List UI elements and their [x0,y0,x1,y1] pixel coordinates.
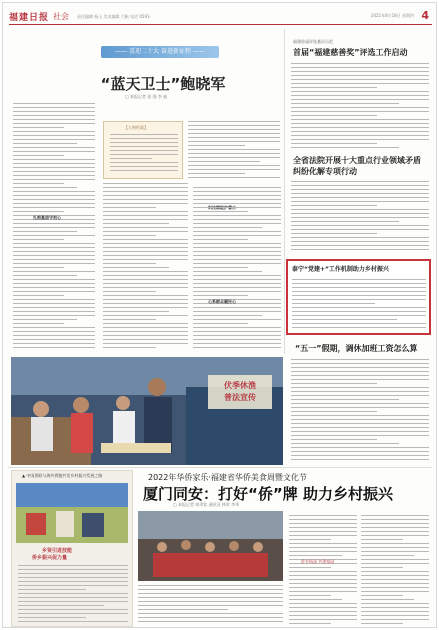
profile-sidebar [103,121,183,179]
article-title: 全省法院开展十大重点行业领域矛盾纠纷化解专项行动 [293,156,421,176]
article-text-column [193,187,281,351]
story-subhead: 扎根基层守初心 [33,215,61,220]
story-headline: “蓝天卫士”鲍晓军 [100,75,226,93]
article-text-column [13,103,95,351]
masthead [9,9,432,25]
feature-photo-illustration [138,511,283,581]
section-name: 社会 [53,12,70,21]
article-text-column [291,359,429,463]
card-photo-illustration [16,483,128,543]
article-text-column [291,63,429,151]
article-title: “五一”假期，调休加班工资怎么算 [295,344,418,353]
feature-subhead: 侨乡情深 共建家园 [301,559,335,564]
issue-date: 2022年8月18日 星期四 [370,13,414,18]
card-title: 乡贤引进技能 [42,548,73,554]
newspaper-logo: 福建日报 [9,13,50,23]
sidebar-title: 【人物档案】 [124,125,148,130]
feature-text-column [289,515,357,627]
card-text [18,565,128,625]
article-text-column [292,279,426,331]
article-kicker: 福建首届评选基层示范 [293,39,333,44]
column-divider [284,29,285,354]
photo-caption-stamp [208,375,272,409]
newspaper-page [2,2,437,628]
feature-photo [138,511,283,581]
card-subtitle: 侨乡振兴促力量 [32,555,68,561]
news-photo [11,357,283,465]
feature-byline: □ 本报记者 胡翠钦 通讯员 林荣 李华 [173,502,240,507]
page-number: 4 [421,9,429,22]
sidebar-text [110,134,178,174]
editor-info: 责任编辑 杨玉 美术编辑 吕帆 电话 0591- [77,14,151,19]
card-caption: ▲ 中国侨联与海外侨胞共话乡村振兴发展之路 [22,473,103,478]
article-text-column [291,181,429,255]
article-text-column [103,183,188,351]
feature-text-column [138,585,283,627]
feature-sidebar-card [11,470,133,627]
section-divider [8,467,432,468]
highlighted-article [286,259,431,335]
stamp-line: 普法宣传 [224,393,256,402]
article-title: 首届“福建慈善奖”评选工作启动 [293,48,408,57]
stamp-line: 伏季休渔 [224,381,256,390]
story-subhead: 心系群众暖民心 [208,299,236,304]
feature-headline: 厦门同安：打好“侨”牌 助力乡村振兴 [143,485,393,503]
feature-text-column [361,515,429,627]
photo-illustration [11,357,283,465]
article-title: 泰宁“党建+”工作机制助力乡村振兴 [292,266,389,273]
article-text-column [188,121,280,181]
story-banner: —— 喜迎二十大 奋进新征程 —— [101,46,219,58]
feature-kicker: 2022年华侨家乐·福建省华侨美食周暨文化节 [148,473,307,482]
story-byline: □ 本报记者 张 强 李 迪 [125,94,168,99]
card-photo [16,483,128,543]
